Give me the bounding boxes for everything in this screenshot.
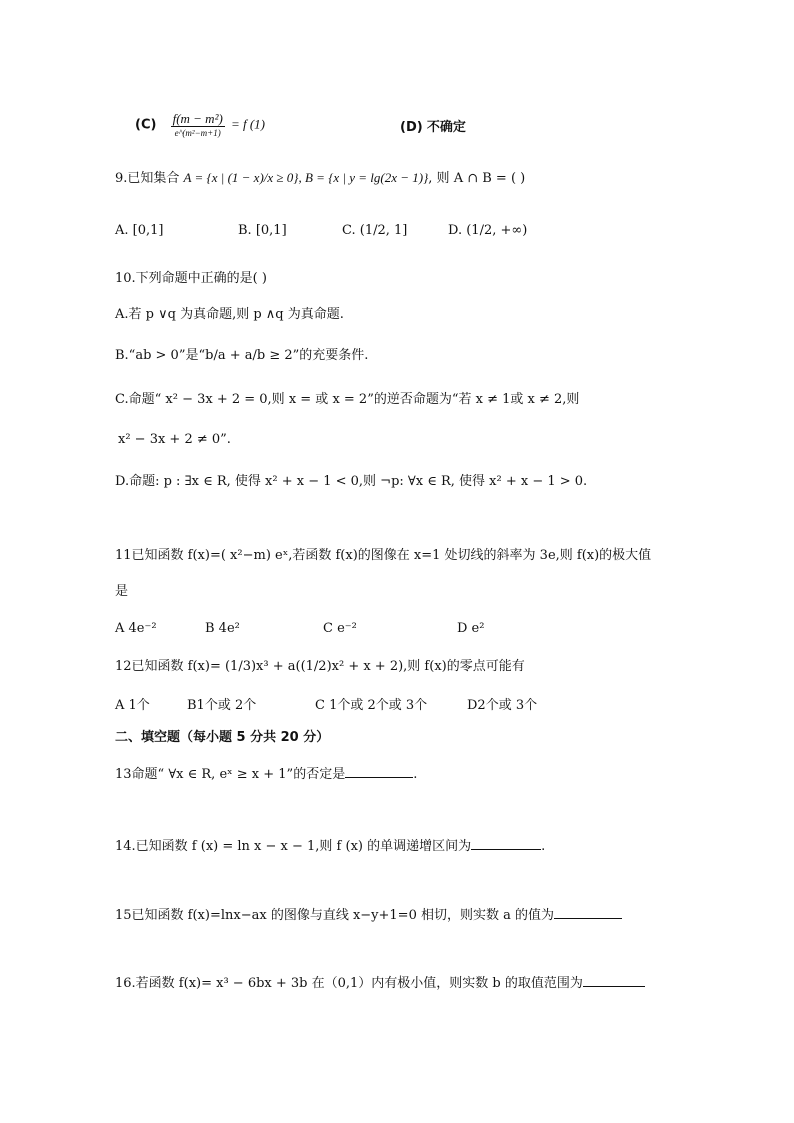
q14-answer-blank <box>471 837 541 850</box>
q8-option-d-text: 不确定 <box>426 120 466 135</box>
q9-option-d: D. (1/2, +∞) <box>448 223 528 238</box>
q14: 14.已知函数 f (x) = ln x − x − 1,则 f (x) 的单调递增区间为 . <box>115 839 546 854</box>
q11-option-d: D e² <box>457 621 485 636</box>
q10-option-b: B.“ab > 0”是“b/a + a/b ≥ 2”的充要条件. <box>115 348 369 363</box>
q9-option-a: A. [0,1] <box>115 223 164 238</box>
q13: 13命题“ ∀x ∈ R, eˣ ≥ x + 1”的否定是 . <box>115 767 418 782</box>
q11-option-b: B 4e² <box>205 621 240 636</box>
q10-option-d: D.命题: p : ∃x ∈ R, 使得 x² + x − 1 < 0,则 ¬p: ∀x ∈ R, 使得 x² + x − 1 > 0. <box>115 474 588 489</box>
q16 <box>115 974 645 992</box>
q15 <box>115 906 622 924</box>
q8-option-c-label: (C) <box>135 117 157 133</box>
q9-option-c: C. (1/2, 1] <box>342 223 408 238</box>
q16-text: 16.若函数 f(x)= x³ − 6bx + 3b 在（0,1）内有极小值，则实数 b 的取值范围为 <box>115 976 583 991</box>
q9-set-b: , B = {x | y = lg(2x − 1)} <box>298 170 429 185</box>
q9-stem <box>115 170 525 187</box>
q9-prefix: 9.已知集合 <box>115 171 180 186</box>
q12-option-d: D2个或 3个 <box>467 698 538 713</box>
q8-option-d-label: (D) <box>400 120 423 135</box>
q15-answer-blank <box>554 906 622 919</box>
q9-set-a: A = {x | (1 − x)/x ≥ 0} <box>183 170 299 185</box>
q11-option-a: A 4e⁻² <box>115 621 157 636</box>
q16-answer-blank <box>583 974 645 987</box>
q10-stem: 10.下列命题中正确的是( ) <box>115 271 267 286</box>
q11-stem-line2: 是 <box>115 584 129 599</box>
q12-stem: 12已知函数 f(x)= (1/3)x³ + a((1/2)x² + x + 2),则 f(x)的零点可能有 <box>115 659 525 674</box>
q14-text: 14.已知函数 f (x) = ln x − x − 1,则 f (x) 的单调递增区间为 <box>115 839 472 854</box>
q10-option-c-line1: C.命题“ x² − 3x + 2 = 0,则 x = 或 x = 2”的逆否命题为“若 x ≠ 1或 x ≠ 2,则 <box>115 392 580 407</box>
q10-option-a: A.若 p ∨q 为真命题,则 p ∧q 为真命题. <box>115 307 344 322</box>
q8-option-c-numerator: f(m − m²) <box>172 111 223 126</box>
q9-option-b: B. [0,1] <box>238 223 287 238</box>
q13-text: 13命题“ ∀x ∈ R, eˣ ≥ x + 1”的否定是 <box>115 767 346 782</box>
q11-stem-line1: 11已知函数 f(x)=( x²−m) eˣ,若函数 f(x)的图像在 x=1 处切线的斜率为 3e,则 f(x)的极大值 <box>115 548 652 563</box>
q8-option-c-rhs: = f (1) <box>230 116 265 132</box>
q12-option-b: B1个或 2个 <box>187 698 257 713</box>
q12-option-a: A 1个 <box>115 698 150 713</box>
section-heading: 二、填空题（每小题 5 分共 20 分） <box>115 730 330 745</box>
q15-text: 15已知函数 f(x)=lnx−ax 的图像与直线 x−y+1=0 相切，则实数 a 的值为 <box>115 908 554 923</box>
q12-options <box>115 698 555 716</box>
q11-options <box>115 621 535 639</box>
q8-option-c <box>135 112 265 138</box>
q9-options <box>115 223 565 243</box>
q8-option-d <box>400 120 466 136</box>
q8-option-c-fraction <box>171 112 225 138</box>
q13-answer-blank <box>345 765 413 778</box>
q8-option-c-denominator: e^(m²−m+1) <box>174 128 221 138</box>
q12-option-c: C 1个或 2个或 3个 <box>315 698 428 713</box>
q11-option-c: C e⁻² <box>323 621 357 636</box>
q9-ask: , 则 A ∩ B = ( ) <box>428 171 526 186</box>
q10-option-c-line2: x² − 3x + 2 ≠ 0”. <box>118 432 231 447</box>
